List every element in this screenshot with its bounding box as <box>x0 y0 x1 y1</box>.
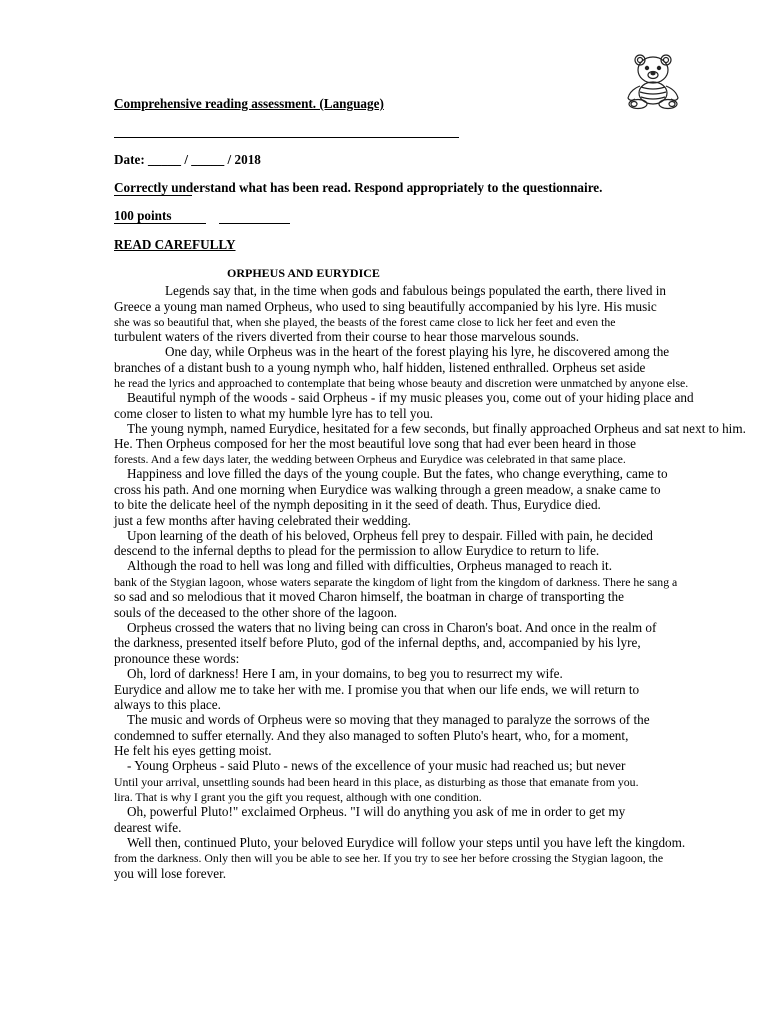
instruction-text: Correctly understand what has been read. Respond appropriately to the questionnaire. <box>114 180 603 195</box>
story-line: just a few months after having celebrated their wedding. <box>114 513 411 528</box>
story-line: condemned to suffer eternally. And they also managed to soften Pluto's heart, who, for a moment, <box>114 728 629 743</box>
story-line: bank of the Stygian lagoon, whose waters separate the kingdom of light from the kingdom of darkness. There he sang a <box>114 575 678 589</box>
story-line: - Young Orpheus - said Pluto - news of the excellence of your music had reached us; but never <box>127 758 626 773</box>
story-line: she was so beautiful that, when she played, the beasts of the forest came close to lick her feet and even the <box>114 315 616 329</box>
story-line: cross his path. And one morning when Eurydice was walking through a green meadow, a snake came to <box>114 482 661 497</box>
story-line: Although the road to hell was long and filled with difficulties, Orpheus managed to reach it. <box>127 558 613 573</box>
story-line: he read the lyrics and approached to contemplate that being whose beauty and discretion were unmatched by anyone else. <box>114 376 689 390</box>
story-line: He felt his eyes getting moist. <box>114 743 272 758</box>
story-line: The music and words of Orpheus were so moving that they managed to paralyze the sorrows of the <box>127 712 650 727</box>
story-line: Eurydice and allow me to take her with me. I promise you that when our life ends, we will return to <box>114 682 640 697</box>
story-line: The young nymph, named Eurydice, hesitated for a few seconds, but finally approached Orpheus and sat next to him. <box>127 421 746 436</box>
story-line: Orpheus crossed the waters that no living being can cross in Charon's boat. And once in the realm of <box>127 620 657 635</box>
story-line: Happiness and love filled the days of the young couple. But the fates, who change everything, came to <box>127 466 668 481</box>
story-title: ORPHEUS AND EURYDICE <box>227 266 380 280</box>
story-line: Until your arrival, unsettling sounds had been heard in this place, as disturbing as those that emanate from you. <box>114 775 639 789</box>
story-line: He. Then Orpheus composed for her the most beautiful love song that had ever been heard in those <box>114 436 636 451</box>
story-line: from the darkness. Only then will you be able to see her. If you try to see her before crossing the Stygian lagoon, the <box>114 851 664 865</box>
story-line: souls of the deceased to the other shore of the lagoon. <box>114 605 398 620</box>
story-line: forests. And a few days later, the wedding between Orpheus and Eurydice was celebrated in that same place. <box>114 452 626 466</box>
points-underline <box>114 223 206 224</box>
story-line: always to this place. <box>114 697 221 712</box>
story-line: pronounce these words: <box>114 651 240 666</box>
story-line: Beautiful nymph of the woods - said Orpheus - if my music pleases you, come out of your hiding place and <box>127 390 694 405</box>
story-line: Well then, continued Pluto, your beloved Eurydice will follow your steps until you have left the kingdom. <box>127 835 686 850</box>
story-line: One day, while Orpheus was in the heart of the forest playing his lyre, he discovered among the <box>165 344 670 359</box>
story-line: branches of a distant bush to a young nymph who, half hidden, listened enthralled. Orpheus set aside <box>114 360 646 375</box>
story-line: Upon learning of the death of his beloved, Orpheus fell prey to despair. Filled with pain, he decided <box>127 528 653 543</box>
name-line[interactable] <box>114 137 459 138</box>
date-field[interactable]: Date: _____ / _____ / 2018 <box>114 152 261 167</box>
teddy-bear-icon <box>618 50 690 110</box>
story-line: to bite the delicate heel of the nymph depositing in it the seed of death. Thus, Eurydice died. <box>114 497 601 512</box>
story-line: Greece a young man named Orpheus, who used to sing beautifully accompanied by his lyre. His music <box>114 299 657 314</box>
points-label: 100 points <box>114 208 172 223</box>
read-carefully-heading: READ CAREFULLY <box>114 237 236 252</box>
story-line: turbulent waters of the rivers diverted from their course to hear those marvelous sounds. <box>114 329 580 344</box>
story-line: you will lose forever. <box>114 866 227 881</box>
instruction-underline <box>114 195 192 196</box>
document-title: Comprehensive reading assessment. (Language) <box>114 96 384 111</box>
story-line: dearest wife. <box>114 820 182 835</box>
story-line: so sad and so melodious that it moved Charon himself, the boatman in charge of transporting the <box>114 589 624 604</box>
story-line: Legends say that, in the time when gods and fabulous beings populated the earth, there lived in <box>165 283 666 298</box>
story-line: the darkness, presented itself before Pluto, god of the infernal depths, and, accompanied by his lyre, <box>114 635 641 650</box>
score-blank-line[interactable] <box>219 223 290 224</box>
story-line: Oh, lord of darkness! Here I am, in your domains, to beg you to resurrect my wife. <box>127 666 563 681</box>
story-line: descend to the infernal depths to plead for the permission to allow Eurydice to return to life. <box>114 543 600 558</box>
story-line: Oh, powerful Pluto!" exclaimed Orpheus. "I will do anything you ask of me in order to get my <box>127 804 626 819</box>
story-line: lira. That is why I grant you the gift you request, although with one condition. <box>114 790 482 804</box>
story-line: come closer to listen to what my humble lyre has to tell you. <box>114 406 433 421</box>
